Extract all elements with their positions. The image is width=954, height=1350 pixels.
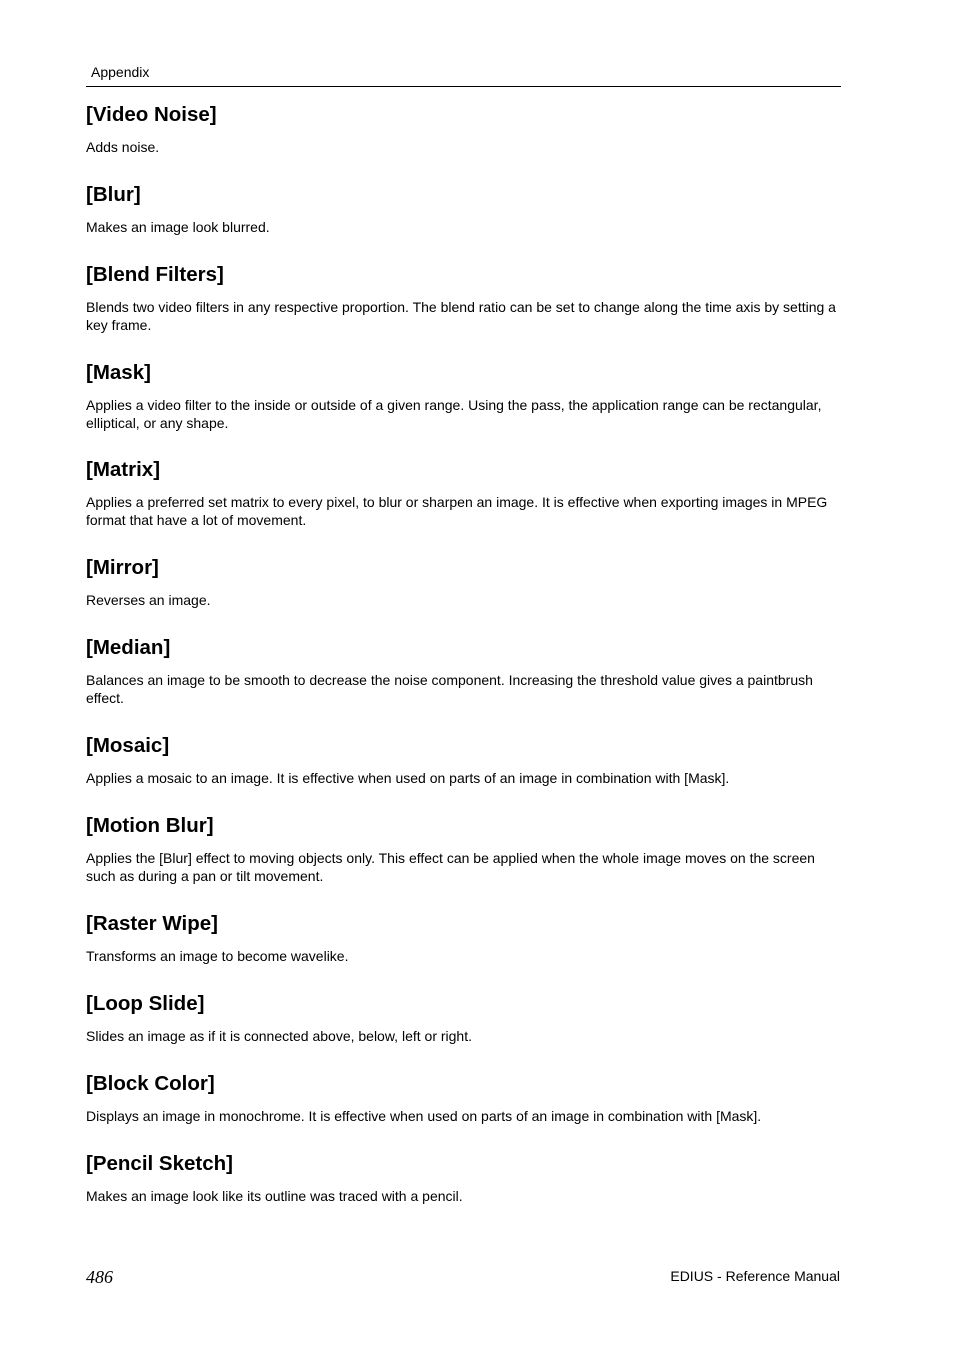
section-heading: [Matrix]: [86, 458, 161, 481]
section-heading: [Blend Filters]: [86, 263, 224, 286]
section-heading: [Mosaic]: [86, 734, 170, 757]
section-mosaic: [86, 734, 841, 788]
section-description: Blends two video filters in any respective proportion. The blend ratio can be set to change along the time axis by setting a key frame.: [86, 299, 836, 333]
section-motion-blur: [86, 814, 841, 885]
section-description: Applies a preferred set matrix to every pixel, to blur or sharpen an image. It is effective when exporting images in MPEG format that have a lot of movement.: [86, 494, 828, 528]
section-description: Transforms an image to become wavelike.: [86, 948, 349, 964]
section-heading: [Median]: [86, 636, 171, 659]
section-raster-wipe: [86, 912, 841, 966]
header-section-label: Appendix: [91, 64, 150, 80]
section-heading: [Raster Wipe]: [86, 912, 218, 935]
section-matrix: [86, 458, 841, 529]
section-video-noise: [86, 103, 841, 157]
section-heading: [Mirror]: [86, 556, 159, 579]
section-block-color: [86, 1072, 841, 1126]
page-header: [86, 64, 841, 87]
section-mirror: [86, 556, 841, 610]
section-description: Displays an image in monochrome. It is effective when used on parts of an image in combination with [Mask].: [86, 1108, 762, 1124]
section-description: Applies a mosaic to an image. It is effective when used on parts of an image in combination with [Mask].: [86, 770, 730, 786]
section-heading: [Pencil Sketch]: [86, 1152, 233, 1175]
section-heading: [Loop Slide]: [86, 992, 205, 1015]
section-description: Adds noise.: [86, 139, 160, 155]
section-heading: [Motion Blur]: [86, 814, 214, 837]
section-heading: [Video Noise]: [86, 103, 217, 126]
section-description: Makes an image look blurred.: [86, 219, 270, 235]
section-description: Slides an image as if it is connected above, below, left or right.: [86, 1028, 472, 1044]
section-loop-slide: [86, 992, 841, 1046]
section-description: Reverses an image.: [86, 592, 211, 608]
page-number: 486: [86, 1267, 113, 1287]
section-description: Applies a video filter to the inside or outside of a given range. Using the pass, the application range can be rectangular, elliptical, or any shape.: [86, 397, 822, 431]
section-heading: [Block Color]: [86, 1072, 215, 1095]
section-blur: [86, 183, 841, 237]
section-description: Applies the [Blur] effect to moving objects only. This effect can be applied when the whole image moves on the screen such as during a pan or tilt movement.: [86, 850, 815, 884]
section-heading: [Blur]: [86, 183, 141, 206]
section-description: Makes an image look like its outline was traced with a pencil.: [86, 1188, 463, 1204]
section-median: [86, 636, 841, 707]
manual-title: EDIUS - Reference Manual: [670, 1268, 840, 1284]
section-blend-filters: [86, 263, 841, 334]
section-description: Balances an image to be smooth to decrease the noise component. Increasing the threshold value gives a paintbrush effect.: [86, 672, 813, 706]
section-heading: [Mask]: [86, 361, 151, 384]
section-pencil-sketch: [86, 1152, 841, 1206]
section-mask: [86, 361, 841, 432]
